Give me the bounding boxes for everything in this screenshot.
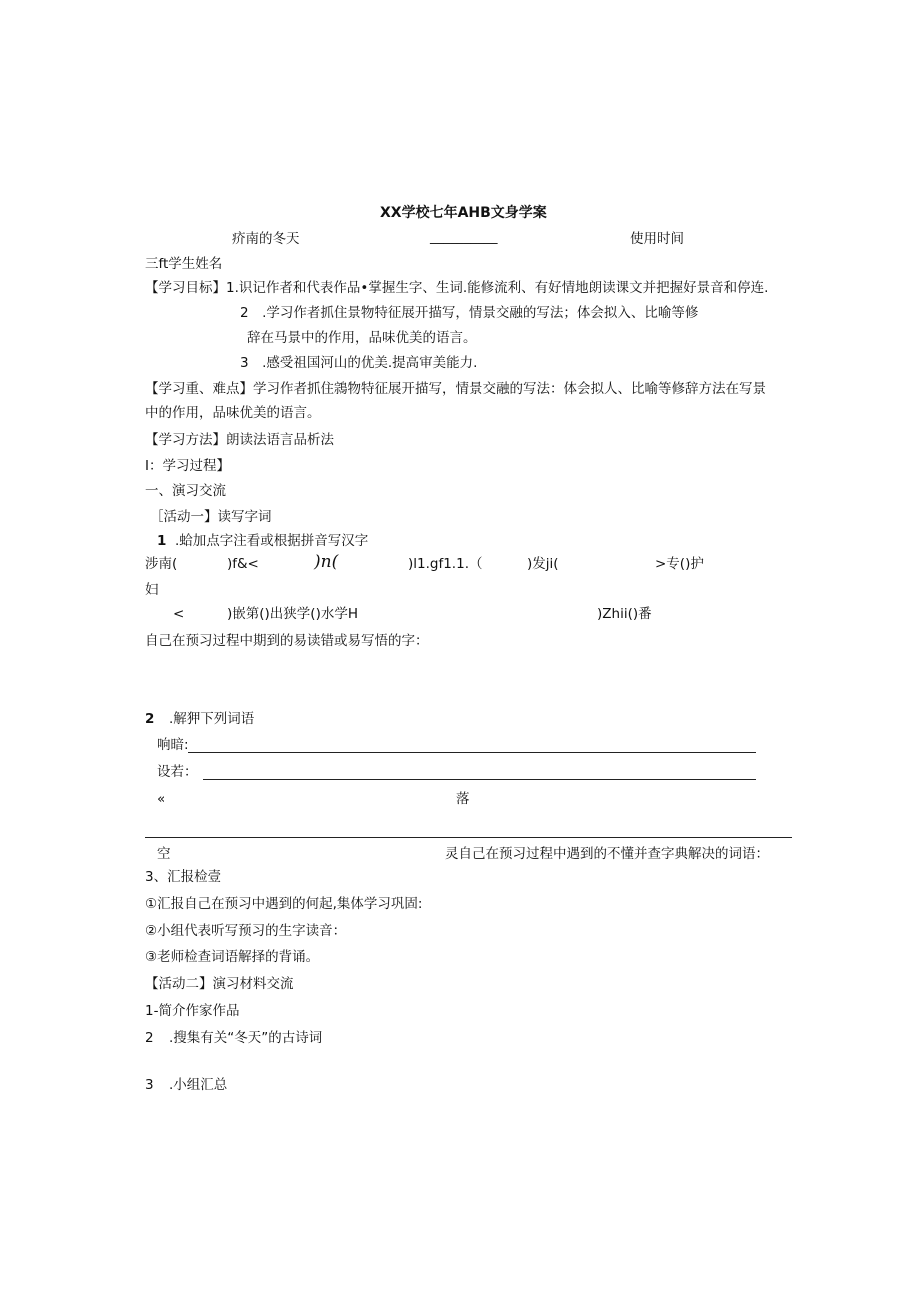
word-2-label: 设若： (157, 764, 198, 780)
word-4-right: 灵自己在预习过程中遇到的不懂并查字典解决的词语： (445, 846, 769, 862)
pinyin-row-1-cell-2: )f&< (227, 556, 259, 572)
objectives-line-4: 3 .感受祖国河山的优美.提高审美能力. (240, 355, 478, 371)
method-line: 【学习方法】朗读法语言品析法 (145, 432, 334, 448)
student-name-label: 三ft学生姓名 (145, 256, 223, 272)
word-1-label: 响暗: (157, 737, 189, 753)
item-3-heading: 3、汇报检壹 (145, 869, 222, 885)
pinyin-row-1-cell-6: >专()护 (655, 556, 704, 572)
report-line-2: ②小组代表听写预习的生字读音： (145, 923, 347, 939)
report-line-3: ③老师检查词语解择的背诵。 (145, 949, 320, 965)
activity-2-heading: 【活动二】演习材料交流 (145, 976, 294, 992)
pinyin-row-1-cell-1: 涉南( (145, 556, 178, 572)
section-1-heading: 一、演习交流 (145, 483, 226, 499)
activity-2-item-2-number: 2 (145, 1030, 154, 1046)
objectives-line-3: 辞在马景中的作用，品味优美的语言。 (247, 330, 477, 346)
item-2-number: 2 (145, 711, 155, 727)
item-1-number: 1 (157, 533, 167, 549)
activity-2-item-1: 1-简介作家作品 (145, 1003, 240, 1019)
class-blank: __________ (430, 229, 498, 245)
pinyin-row-1-cell-5: )发ji( (527, 556, 559, 572)
activity-2-item-3-number: 3 (145, 1077, 154, 1093)
word-1-answer-line[interactable] (188, 752, 756, 753)
activity-1-heading: ［活动一】读写字词 (150, 509, 272, 525)
word-4-left: 空 (157, 846, 171, 862)
word-2-answer-line[interactable] (203, 779, 756, 780)
pinyin-row-1-cell-4: )l1.gf1.1.（ (408, 556, 483, 572)
pinyin-row-3-cell-1: < (173, 606, 185, 622)
pinyin-row-3-cell-2: )嵌第()出狭学()水学H (227, 606, 358, 622)
word-3-right: 落 (456, 791, 470, 807)
self-note-line: 自己在预习过程中期到的易读错或易写悟的字： (145, 633, 429, 649)
difficulty-line-2: 中的作用，品味优美的语言。 (145, 405, 321, 421)
word-3-left: « (157, 791, 166, 807)
activity-2-item-3-text: .小组汇总 (169, 1077, 228, 1093)
pinyin-row-2: 妇 (145, 582, 159, 598)
difficulty-line-1: 【学习重、难点】学习作者抓住鶎物特征展开描写，情景交融的写法：体会拟人、比喻等修辞方法在写景 (145, 381, 766, 397)
use-time-label: 使用时间 (630, 231, 684, 247)
objectives-line-1: 【学习目标】1.识记作者和代表作品•掌握生字、生词.能修流利、有好情地朗读课文并把握好景音和停连. (145, 280, 769, 296)
process-heading: I：学习过程】 (145, 458, 230, 474)
item-2-text: .解狎下列词语 (169, 711, 255, 727)
document-title: XX学校七年AHB文身学案 (380, 205, 547, 221)
pinyin-row-1-cell-3: )n( (314, 552, 339, 572)
pinyin-row-3-cell-3: )Zhii()番 (597, 606, 652, 622)
section-divider-line (145, 837, 792, 838)
item-1-text: .蛤加点字注看或根据拼音写汉字 (175, 533, 369, 549)
objectives-line-2: 2 .学习作者抓住景物特征展开描写，情景交融的写法；体会拟入、比喻等修 (240, 305, 699, 321)
activity-2-item-2-text: .搜集有关“冬天”的古诗词 (169, 1030, 323, 1046)
lesson-title: 疥南的冬天 (232, 231, 300, 247)
report-line-1: ①汇报自己在预习中遇到的何起,集体学习巩固: (145, 896, 423, 912)
